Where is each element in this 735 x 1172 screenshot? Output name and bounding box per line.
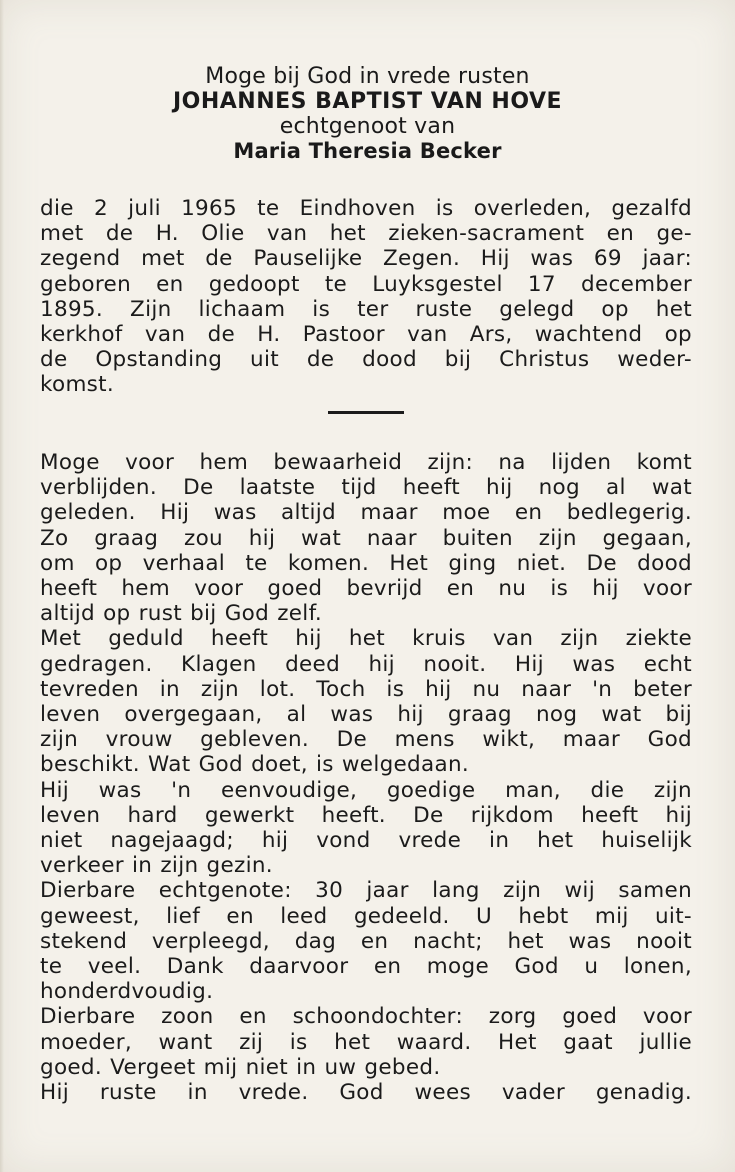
reflection-line: gedragen. Klagen deed hij nooit. Hij was echt (40, 651, 692, 677)
reflection-text (40, 450, 692, 1105)
reflection-line: verblijden. De laatste tijd heeft hij nog al wat (40, 475, 692, 501)
biography-line: die 2 juli 1965 te Eindhoven is overleden, gezalfd (40, 196, 692, 221)
card-heading (0, 64, 735, 164)
biography-paragraph (40, 196, 692, 398)
reflection-line: Dierbare zoon en schoondochter: zorg goed voor (40, 1004, 692, 1030)
reflection-line: heeft hem voor goed bevrijd en nu is hij voor (40, 576, 692, 602)
reflection-line: moeder, want zij is het waard. Het gaat jullie (40, 1029, 692, 1055)
reflection-line: Hij was 'n eenvoudige, goedige man, die zijn (40, 777, 692, 803)
reflection-line: om op verhaal te komen. Het ging niet. De dood (40, 550, 692, 576)
reflection-line: leven overgegaan, al was hij graag nog wat bij (40, 702, 692, 728)
biography-line: de Opstanding uit de dood bij Christus weder- (40, 347, 692, 373)
card-edge (0, 0, 4, 1172)
reflection-line: geweest, lief en leed gedeeld. U hebt mij uit- (40, 903, 692, 929)
reflection-line: tevreden in zijn lot. Toch is hij nu naar 'n beter (40, 676, 692, 702)
reflection-line: leven hard gewerkt heeft. De rijkdom heeft hij (40, 802, 692, 828)
reflection-line: Hij ruste in vrede. God wees vader genadig. (40, 1080, 692, 1106)
reflection-line: Moge voor hem bewaarheid zijn: na lijden komt (40, 450, 692, 475)
heading-relation: echtgenoot van (279, 114, 456, 139)
heading-prayer: Moge bij God in vrede rusten (205, 64, 530, 89)
biography-line: geboren en gedoopt te Luyksgestel 17 december (40, 271, 692, 297)
reflection-line: honderdvoudig. (40, 979, 214, 1005)
reflection-line: Dierbare echtgenote: 30 jaar lang zijn wij samen (40, 878, 692, 904)
biography-line: kerkhof van de H. Pastoor van Ars, wachtend op (40, 322, 692, 348)
spouse-name: Maria Theresia Becker (233, 139, 502, 163)
reflection-line: te veel. Dank daarvoor en moge God u lonen, (40, 954, 692, 980)
reflection-line: beschikt. Wat God doet, is welgedaan. (40, 752, 470, 778)
reflection-line: Met geduld heeft hij het kruis van zijn ziekte (40, 626, 692, 652)
biography-line: komst. (40, 372, 115, 398)
reflection-line: geleden. Hij was altijd maar moe en bedlegerig. (40, 500, 692, 526)
reflection-line: niet nagejaagd; hij vond vrede in het huiselijk (40, 828, 692, 854)
reflection-line: altijd op rust bij God zelf. (40, 601, 323, 627)
biography-line: met de H. Olie van het zieken-sacrament en ge- (40, 221, 692, 247)
reflection-line: Zo graag zou hij wat naar buiten zijn gegaan, (40, 525, 692, 551)
reflection-line: zijn vrouw gebleven. De mens wikt, maar God (40, 727, 692, 753)
reflection-line: goed. Vergeet mij niet in uw gebed. (40, 1054, 441, 1080)
reflection-line: verkeer in zijn gezin. (40, 853, 273, 879)
deceased-name: JOHANNES BAPTIST VAN HOVE (172, 89, 562, 114)
reflection-line: stekend verpleegd, dag en nacht; het was nooit (40, 928, 692, 954)
biography-line: 1895. Zijn lichaam is ter ruste gelegd op het (40, 296, 692, 322)
section-divider (328, 411, 404, 414)
biography-line: zegend met de Pauselijke Zegen. Hij was 69 jaar: (40, 246, 692, 272)
